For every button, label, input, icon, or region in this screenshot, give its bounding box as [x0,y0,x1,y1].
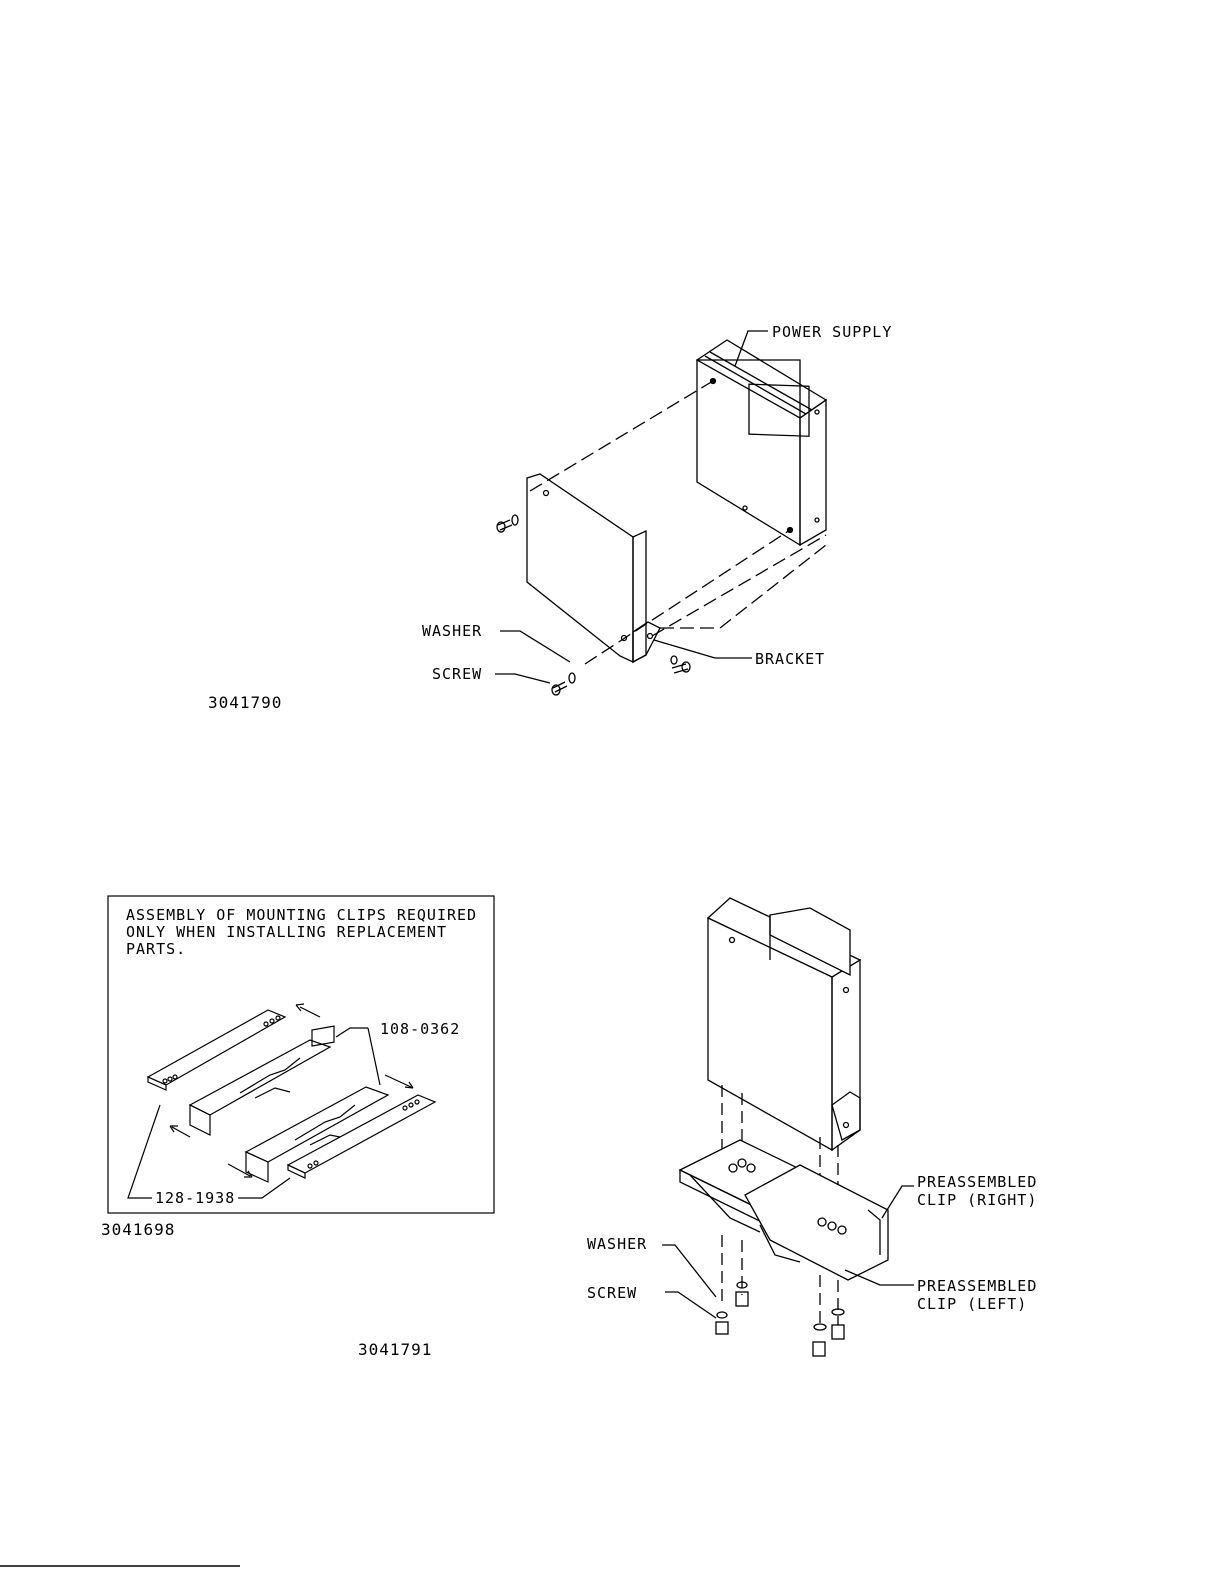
top-screw-label: SCREW [432,665,483,683]
inset-note-line-1: ASSEMBLY OF MOUNTING CLIPS REQUIRED [126,906,478,924]
inset-note-line-3: PARTS. [126,940,187,958]
inset-part-number-lower: 128-1938 [155,1189,236,1207]
bottom-power-supply-drawing [708,898,860,1150]
inset-note-line-2: ONLY WHEN INSTALLING REPLACEMENT [126,923,447,941]
clip-left-label-line-1: PREASSEMBLED [917,1277,1038,1295]
bottom-clips-drawing [680,1140,888,1280]
power-supply-drawing [697,340,826,545]
bottom-washer-label: WASHER [587,1235,648,1253]
clip-right-label-line-1: PREASSEMBLED [917,1173,1038,1191]
bottom-figure-number: 3041791 [358,1340,433,1359]
inset-figure-number: 3041698 [101,1220,176,1239]
bottom-screws [716,1282,844,1356]
clip-left-label-line-2: CLIP (LEFT) [917,1295,1028,1313]
bottom-figure [662,898,914,1356]
bracket-label: BRACKET [755,650,826,668]
top-washer-label: WASHER [422,622,483,640]
bottom-screw-label: SCREW [587,1284,638,1302]
top-figure [495,331,826,695]
power-supply-label: POWER SUPPLY [772,323,893,341]
top-figure-number: 3041790 [208,693,283,712]
bracket-drawing [527,474,660,662]
clip-right-label-line-2: CLIP (RIGHT) [917,1191,1038,1209]
inset-part-number-upper: 108-0362 [380,1020,461,1038]
